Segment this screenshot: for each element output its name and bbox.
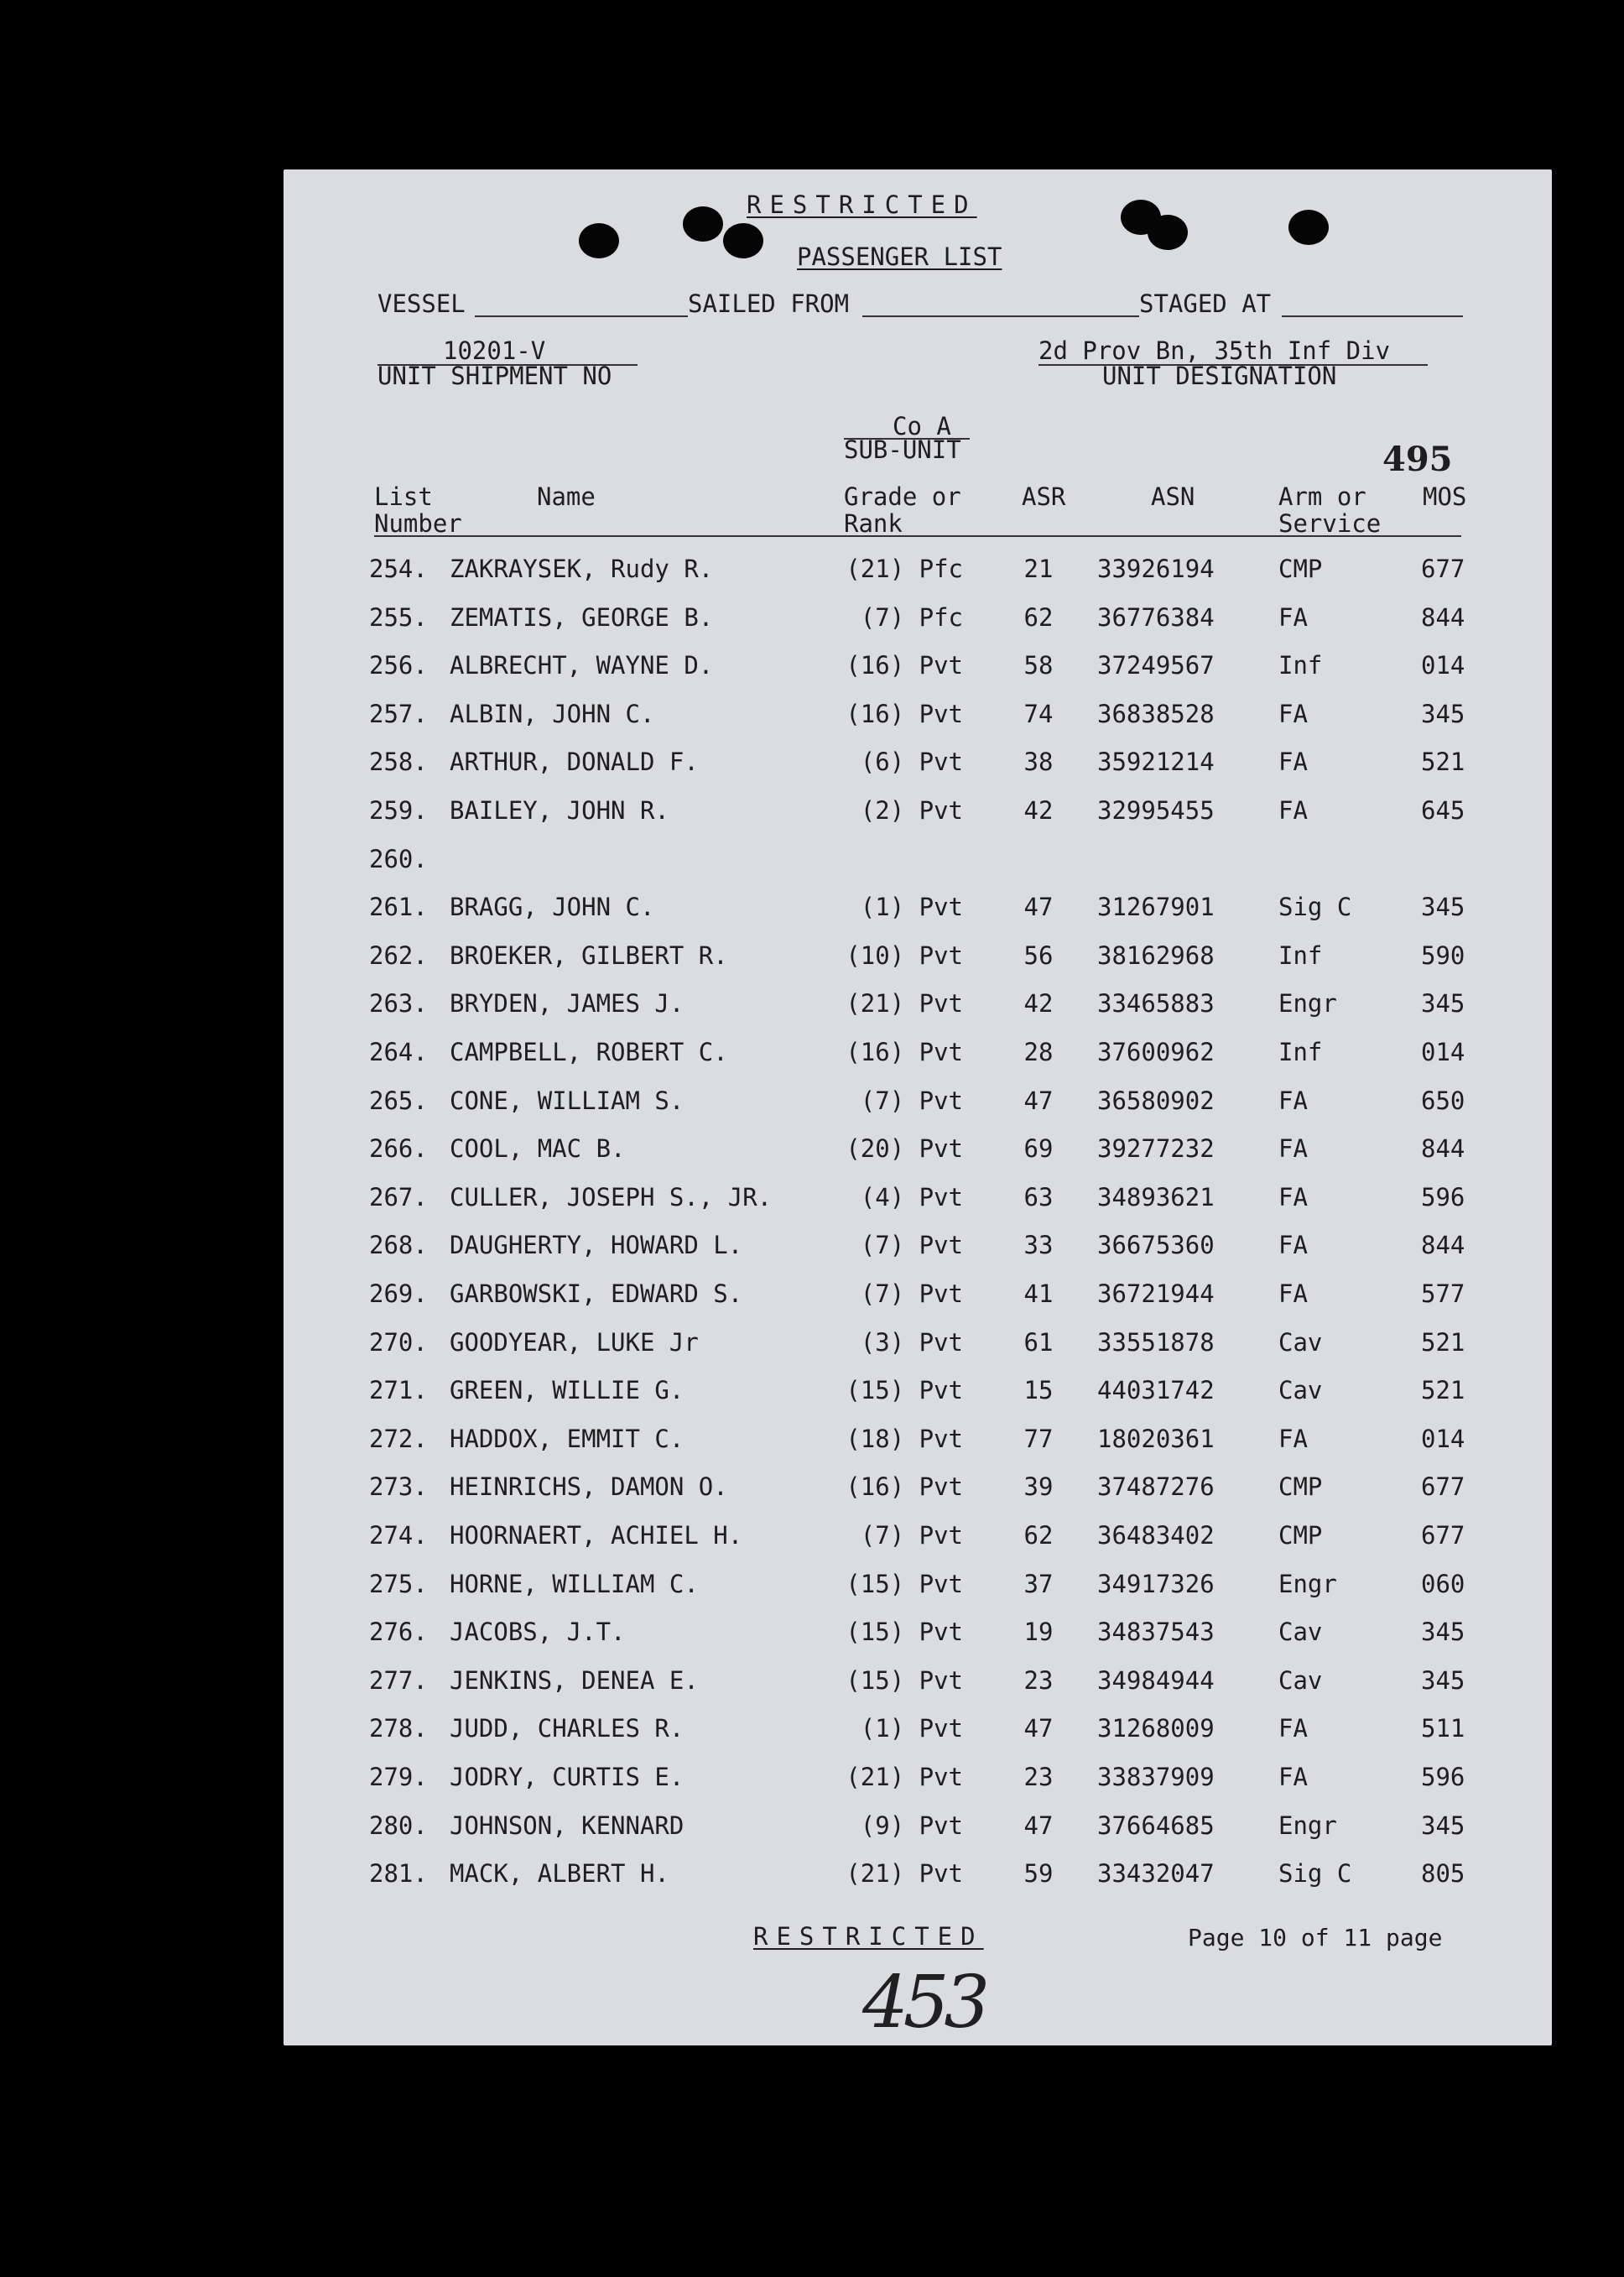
list-number: 274. bbox=[369, 1521, 428, 1550]
grade-rank: (3) Pvt bbox=[860, 1327, 963, 1357]
grade-rank: (2) Pvt bbox=[860, 796, 963, 825]
grade-rank: (1) Pvt bbox=[860, 893, 963, 922]
document-title: PASSENGER LIST bbox=[797, 242, 1002, 271]
asr-score: 41 bbox=[1023, 1279, 1054, 1308]
asr-score: 39 bbox=[1023, 1472, 1054, 1502]
grade-rank: (15) Pvt bbox=[846, 1569, 963, 1598]
mos-code: 521 bbox=[1421, 1376, 1465, 1405]
mos-code: 345 bbox=[1421, 989, 1465, 1019]
arm-service: CMP bbox=[1278, 1521, 1323, 1550]
table-row bbox=[284, 1860, 1552, 1894]
column-header-grade: Grade or Rank bbox=[844, 482, 961, 538]
army-serial-number: 37664685 bbox=[1097, 1811, 1215, 1840]
passenger-name: GREEN, WILLIE G. bbox=[450, 1376, 684, 1405]
table-row bbox=[284, 701, 1552, 734]
list-number: 257. bbox=[369, 699, 428, 728]
list-number: 280. bbox=[369, 1811, 428, 1840]
grade-rank: (7) Pvt bbox=[860, 1279, 963, 1308]
sailed-from-label: SAILED FROM bbox=[688, 289, 850, 318]
asr-score: 59 bbox=[1023, 1859, 1054, 1889]
arm-service: FA bbox=[1278, 602, 1308, 632]
table-row bbox=[284, 1184, 1552, 1217]
asr-score: 47 bbox=[1023, 893, 1054, 922]
table-row bbox=[284, 1473, 1552, 1507]
arm-service: Cav bbox=[1278, 1665, 1323, 1695]
army-serial-number: 36776384 bbox=[1097, 602, 1215, 632]
passenger-name: CULLER, JOSEPH S., JR. bbox=[450, 1182, 773, 1211]
asr-score: 42 bbox=[1023, 796, 1054, 825]
army-serial-number: 37600962 bbox=[1097, 1038, 1215, 1066]
passenger-name: MACK, ALBERT H. bbox=[450, 1859, 669, 1889]
punch-hole bbox=[723, 223, 763, 258]
grade-rank: (16) Pvt bbox=[846, 1038, 963, 1066]
table-row bbox=[284, 797, 1552, 831]
passenger-name: JOHNSON, KENNARD bbox=[450, 1811, 684, 1840]
grade-rank: (21) Pvt bbox=[846, 989, 963, 1019]
passenger-name: GARBOWSKI, EDWARD S. bbox=[450, 1279, 743, 1308]
mos-code: 596 bbox=[1421, 1763, 1465, 1791]
list-number: 263. bbox=[369, 989, 428, 1019]
army-serial-number: 35921214 bbox=[1097, 748, 1215, 777]
asr-score: 33 bbox=[1023, 1231, 1054, 1260]
army-serial-number: 37249567 bbox=[1097, 651, 1215, 680]
asr-score: 37 bbox=[1023, 1569, 1054, 1598]
table-row bbox=[284, 555, 1552, 589]
arm-service: FA bbox=[1278, 1714, 1308, 1743]
asr-score: 23 bbox=[1023, 1763, 1054, 1791]
list-number: 264. bbox=[369, 1038, 428, 1066]
vessel-blank bbox=[475, 315, 688, 317]
grade-rank: (10) Pvt bbox=[846, 940, 963, 970]
passenger-name: BRAGG, JOHN C. bbox=[450, 893, 655, 922]
asr-score: 38 bbox=[1023, 748, 1054, 777]
vessel-label: VESSEL bbox=[377, 289, 466, 318]
mos-code: 014 bbox=[1421, 1038, 1465, 1066]
army-serial-number: 38162968 bbox=[1097, 940, 1215, 970]
grade-rank: (21) Pvt bbox=[846, 1859, 963, 1889]
arm-service: Engr bbox=[1278, 989, 1337, 1019]
column-header-asr: ASR bbox=[1022, 482, 1066, 511]
mos-code: 645 bbox=[1421, 796, 1465, 825]
asr-score: 58 bbox=[1023, 651, 1054, 680]
handwritten-number: 453 bbox=[862, 1961, 986, 2045]
grade-rank: (7) Pfc bbox=[860, 602, 963, 632]
army-serial-number: 31267901 bbox=[1097, 893, 1215, 922]
list-number: 258. bbox=[369, 748, 428, 777]
passenger-name: ALBIN, JOHN C. bbox=[450, 699, 655, 728]
mos-code: 511 bbox=[1421, 1714, 1465, 1743]
asr-score: 62 bbox=[1023, 1521, 1054, 1550]
passenger-name: JENKINS, DENEA E. bbox=[450, 1665, 699, 1695]
restricted-header: RESTRICTED bbox=[747, 190, 977, 219]
passenger-name: CAMPBELL, ROBERT C. bbox=[450, 1038, 728, 1066]
table-row bbox=[284, 1039, 1552, 1072]
passenger-name: GOODYEAR, LUKE Jr bbox=[450, 1327, 699, 1357]
grade-rank: (1) Pvt bbox=[860, 1714, 963, 1743]
grade-rank: (21) Pvt bbox=[846, 1763, 963, 1791]
arm-service: Cav bbox=[1278, 1327, 1323, 1357]
column-header-name: Name bbox=[537, 482, 596, 511]
list-number: 262. bbox=[369, 940, 428, 970]
grade-rank: (18) Pvt bbox=[846, 1424, 963, 1453]
mos-code: 805 bbox=[1421, 1859, 1465, 1889]
grade-rank: (20) Pvt bbox=[846, 1134, 963, 1164]
grade-rank: (15) Pvt bbox=[846, 1376, 963, 1405]
list-number: 278. bbox=[369, 1714, 428, 1743]
arm-service: FA bbox=[1278, 1424, 1308, 1453]
army-serial-number: 36483402 bbox=[1097, 1521, 1215, 1550]
arm-service: CMP bbox=[1278, 555, 1323, 583]
asr-score: 23 bbox=[1023, 1665, 1054, 1695]
sailed-from-blank bbox=[862, 315, 1139, 317]
mos-code: 844 bbox=[1421, 1134, 1465, 1164]
unit-shipment-no: 10201-V bbox=[443, 336, 546, 365]
passenger-name: CONE, WILLIAM S. bbox=[450, 1086, 684, 1115]
table-row bbox=[284, 1764, 1552, 1797]
arm-service: Inf bbox=[1278, 651, 1323, 680]
asr-score: 42 bbox=[1023, 989, 1054, 1019]
army-serial-number: 36675360 bbox=[1097, 1231, 1215, 1260]
punch-hole bbox=[1288, 210, 1329, 245]
grade-rank: (16) Pvt bbox=[846, 651, 963, 680]
table-row bbox=[284, 1571, 1552, 1604]
arm-service: Sig C bbox=[1278, 1859, 1352, 1889]
asr-score: 56 bbox=[1023, 940, 1054, 970]
grade-rank: (6) Pvt bbox=[860, 748, 963, 777]
page-info: Page 10 of 11 page bbox=[1188, 1924, 1443, 1951]
mos-code: 590 bbox=[1421, 940, 1465, 970]
passenger-name: ZEMATIS, GEORGE B. bbox=[450, 602, 714, 632]
column-header-list-number: List Number bbox=[374, 482, 462, 538]
army-serial-number: 34984944 bbox=[1097, 1665, 1215, 1695]
mos-code: 844 bbox=[1421, 1231, 1465, 1260]
list-number: 281. bbox=[369, 1859, 428, 1889]
arm-service: FA bbox=[1278, 1231, 1308, 1260]
passenger-name: BAILEY, JOHN R. bbox=[450, 796, 669, 825]
table-row bbox=[284, 1715, 1552, 1748]
table-row bbox=[284, 846, 1552, 879]
list-number: 271. bbox=[369, 1376, 428, 1405]
punch-hole bbox=[1148, 215, 1188, 250]
army-serial-number: 44031742 bbox=[1097, 1376, 1215, 1405]
arm-service: Cav bbox=[1278, 1376, 1323, 1405]
table-row bbox=[284, 1522, 1552, 1555]
army-serial-number: 37487276 bbox=[1097, 1472, 1215, 1502]
arm-service: FA bbox=[1278, 699, 1308, 728]
stamp-number: 495 bbox=[1382, 440, 1453, 479]
grade-rank: (16) Pvt bbox=[846, 1472, 963, 1502]
mos-code: 345 bbox=[1421, 1618, 1465, 1647]
table-row bbox=[284, 1667, 1552, 1701]
asr-score: 21 bbox=[1023, 555, 1054, 583]
table-row bbox=[284, 894, 1552, 927]
mos-code: 677 bbox=[1421, 555, 1465, 583]
army-serial-number: 36721944 bbox=[1097, 1279, 1215, 1308]
unit-designation-label: UNIT DESIGNATION bbox=[1102, 362, 1337, 390]
list-number: 254. bbox=[369, 555, 428, 583]
mos-code: 521 bbox=[1421, 1327, 1465, 1357]
mos-code: 014 bbox=[1421, 651, 1465, 680]
list-number: 270. bbox=[369, 1327, 428, 1357]
arm-service: FA bbox=[1278, 1086, 1308, 1115]
column-header-arm: Arm or Service bbox=[1278, 482, 1382, 538]
mos-code: 650 bbox=[1421, 1086, 1465, 1115]
list-number: 267. bbox=[369, 1182, 428, 1211]
passenger-name: JACOBS, J.T. bbox=[450, 1618, 626, 1647]
army-serial-number: 36838528 bbox=[1097, 699, 1215, 728]
table-row bbox=[284, 1377, 1552, 1410]
mos-code: 345 bbox=[1421, 1811, 1465, 1840]
table-row bbox=[284, 1280, 1552, 1314]
arm-service: FA bbox=[1278, 1134, 1308, 1164]
army-serial-number: 31268009 bbox=[1097, 1714, 1215, 1743]
mos-code: 677 bbox=[1421, 1472, 1465, 1502]
grade-rank: (4) Pvt bbox=[860, 1182, 963, 1211]
list-number: 260. bbox=[369, 844, 428, 873]
army-serial-number: 33465883 bbox=[1097, 989, 1215, 1019]
table-row bbox=[284, 1232, 1552, 1265]
army-serial-number: 36580902 bbox=[1097, 1086, 1215, 1115]
passenger-name: HADDOX, EMMIT C. bbox=[450, 1424, 684, 1453]
restricted-footer: RESTRICTED bbox=[753, 1922, 984, 1951]
punch-hole bbox=[683, 206, 723, 242]
list-number: 275. bbox=[369, 1569, 428, 1598]
table-row bbox=[284, 748, 1552, 782]
arm-service: Inf bbox=[1278, 1038, 1323, 1066]
table-row bbox=[284, 1135, 1552, 1169]
table-row bbox=[284, 1087, 1552, 1121]
list-number: 256. bbox=[369, 651, 428, 680]
arm-service: CMP bbox=[1278, 1472, 1323, 1502]
list-number: 268. bbox=[369, 1231, 428, 1260]
arm-service: FA bbox=[1278, 796, 1308, 825]
arm-service: Engr bbox=[1278, 1811, 1337, 1840]
grade-rank: (15) Pvt bbox=[846, 1665, 963, 1695]
army-serial-number: 33551878 bbox=[1097, 1327, 1215, 1357]
army-serial-number: 32995455 bbox=[1097, 796, 1215, 825]
punch-hole bbox=[579, 223, 619, 258]
list-number: 266. bbox=[369, 1134, 428, 1164]
mos-code: 060 bbox=[1421, 1569, 1465, 1598]
mos-code: 345 bbox=[1421, 1665, 1465, 1695]
unit-shipment-label: UNIT SHIPMENT NO bbox=[377, 362, 612, 390]
passenger-name: COOL, MAC B. bbox=[450, 1134, 626, 1164]
sub-unit-label: SUB-UNIT bbox=[844, 435, 961, 464]
asr-score: 69 bbox=[1023, 1134, 1054, 1164]
list-number: 277. bbox=[369, 1665, 428, 1695]
asr-score: 77 bbox=[1023, 1424, 1054, 1453]
asr-score: 47 bbox=[1023, 1811, 1054, 1840]
list-number: 261. bbox=[369, 893, 428, 922]
table-row bbox=[284, 990, 1552, 1024]
grade-rank: (7) Pvt bbox=[860, 1521, 963, 1550]
asr-score: 47 bbox=[1023, 1714, 1054, 1743]
mos-code: 677 bbox=[1421, 1521, 1465, 1550]
table-row bbox=[284, 652, 1552, 685]
grade-rank: (16) Pvt bbox=[846, 699, 963, 728]
arm-service: Sig C bbox=[1278, 893, 1352, 922]
passenger-name: BROEKER, GILBERT R. bbox=[450, 940, 728, 970]
unit-designation: 2d Prov Bn, 35th Inf Div bbox=[1038, 336, 1391, 365]
table-row bbox=[284, 942, 1552, 976]
document-sheet bbox=[284, 169, 1552, 2045]
passenger-name: BRYDEN, JAMES J. bbox=[450, 989, 684, 1019]
table-row bbox=[284, 1425, 1552, 1459]
passenger-name: DAUGHERTY, HOWARD L. bbox=[450, 1231, 743, 1260]
column-header-mos: MOS bbox=[1423, 482, 1467, 511]
army-serial-number: 34917326 bbox=[1097, 1569, 1215, 1598]
asr-score: 47 bbox=[1023, 1086, 1054, 1115]
army-serial-number: 33432047 bbox=[1097, 1859, 1215, 1889]
army-serial-number: 34837543 bbox=[1097, 1618, 1215, 1647]
asr-score: 62 bbox=[1023, 602, 1054, 632]
table-row bbox=[284, 604, 1552, 638]
mos-code: 577 bbox=[1421, 1279, 1465, 1308]
staged-at-blank bbox=[1282, 315, 1463, 317]
header-rule bbox=[374, 535, 1461, 537]
army-serial-number: 18020361 bbox=[1097, 1424, 1215, 1453]
arm-service: FA bbox=[1278, 1182, 1308, 1211]
army-serial-number: 33837909 bbox=[1097, 1763, 1215, 1791]
arm-service: FA bbox=[1278, 1763, 1308, 1791]
passenger-name: JUDD, CHARLES R. bbox=[450, 1714, 684, 1743]
passenger-name: HOORNAERT, ACHIEL H. bbox=[450, 1521, 743, 1550]
mos-code: 345 bbox=[1421, 699, 1465, 728]
list-number: 255. bbox=[369, 602, 428, 632]
asr-score: 28 bbox=[1023, 1038, 1054, 1066]
list-number: 259. bbox=[369, 796, 428, 825]
asr-score: 74 bbox=[1023, 699, 1054, 728]
grade-rank: (7) Pvt bbox=[860, 1086, 963, 1115]
table-row bbox=[284, 1329, 1552, 1363]
mos-code: 596 bbox=[1421, 1182, 1465, 1211]
arm-service: Cav bbox=[1278, 1618, 1323, 1647]
list-number: 272. bbox=[369, 1424, 428, 1453]
asr-score: 61 bbox=[1023, 1327, 1054, 1357]
army-serial-number: 33926194 bbox=[1097, 555, 1215, 583]
arm-service: FA bbox=[1278, 1279, 1308, 1308]
table-row bbox=[284, 1618, 1552, 1652]
passenger-name: JODRY, CURTIS E. bbox=[450, 1763, 684, 1791]
mos-code: 345 bbox=[1421, 893, 1465, 922]
army-serial-number: 39277232 bbox=[1097, 1134, 1215, 1164]
mos-code: 844 bbox=[1421, 602, 1465, 632]
passenger-name: HORNE, WILLIAM C. bbox=[450, 1569, 699, 1598]
army-serial-number: 34893621 bbox=[1097, 1182, 1215, 1211]
passenger-name: ARTHUR, DONALD F. bbox=[450, 748, 699, 777]
list-number: 265. bbox=[369, 1086, 428, 1115]
grade-rank: (21) Pfc bbox=[846, 555, 963, 583]
asr-score: 19 bbox=[1023, 1618, 1054, 1647]
arm-service: Engr bbox=[1278, 1569, 1337, 1598]
list-number: 279. bbox=[369, 1763, 428, 1791]
asr-score: 63 bbox=[1023, 1182, 1054, 1211]
arm-service: FA bbox=[1278, 748, 1308, 777]
sub-unit: Co A bbox=[893, 412, 951, 440]
passenger-name: ALBRECHT, WAYNE D. bbox=[450, 651, 714, 680]
table-row bbox=[284, 1812, 1552, 1846]
list-number: 276. bbox=[369, 1618, 428, 1647]
grade-rank: (15) Pvt bbox=[846, 1618, 963, 1647]
passenger-name: ZAKRAYSEK, Rudy R. bbox=[450, 555, 714, 583]
mos-code: 521 bbox=[1421, 748, 1465, 777]
staged-at-label: STAGED AT bbox=[1139, 289, 1272, 318]
grade-rank: (9) Pvt bbox=[860, 1811, 963, 1840]
arm-service: Inf bbox=[1278, 940, 1323, 970]
asr-score: 15 bbox=[1023, 1376, 1054, 1405]
list-number: 269. bbox=[369, 1279, 428, 1308]
column-header-asn: ASN bbox=[1151, 482, 1195, 511]
grade-rank: (7) Pvt bbox=[860, 1231, 963, 1260]
list-number: 273. bbox=[369, 1472, 428, 1502]
mos-code: 014 bbox=[1421, 1424, 1465, 1453]
passenger-name: HEINRICHS, DAMON O. bbox=[450, 1472, 728, 1502]
